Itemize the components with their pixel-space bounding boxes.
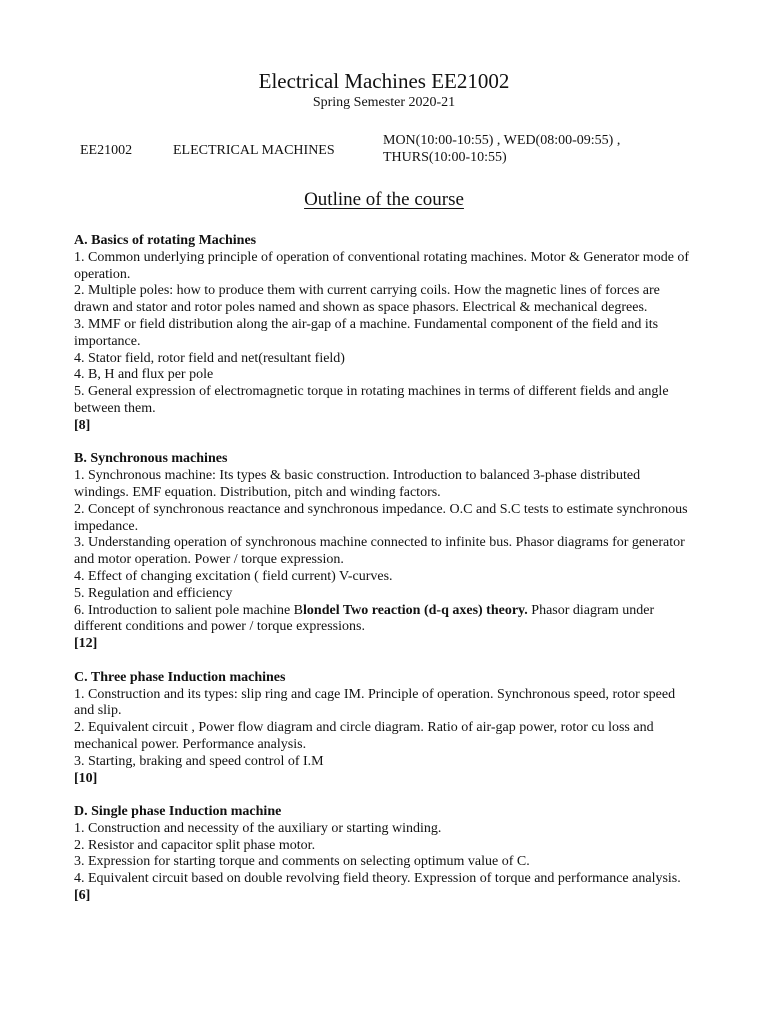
list-item: 3. Starting, braking and speed control of I.M	[74, 753, 324, 769]
schedule-line-2: THURS(10:00-10:55)	[383, 149, 507, 165]
course-info-row	[0, 132, 768, 168]
course-outline	[74, 233, 694, 922]
list-item: 1. Synchronous machine: Its types & basic construction. Introduction to balanced 3-phase distributed windings. EMF equation. Distribution, pitch and winding factors.	[74, 468, 641, 500]
list-item: 5. Regulation and efficiency	[74, 585, 233, 601]
section-three-phase-induction	[74, 670, 694, 788]
list-item	[74, 603, 694, 637]
section-title: C. Three phase Induction machines	[74, 669, 286, 685]
section-hours: [10]	[74, 770, 98, 786]
list-item: 4. B, H and flux per pole	[74, 367, 214, 383]
list-item: 3. Expression for starting torque and comments on selecting optimum value of C.	[74, 854, 530, 870]
section-hours: [6]	[74, 888, 91, 904]
item-bold-text: londel Two reaction (d-q axes) theory.	[303, 602, 528, 618]
item-text: 6. Introduction to salient pole machine B	[74, 602, 304, 618]
list-item: 2. Equivalent circuit , Power flow diagram and circle diagram. Ratio of air-gap power, rotor cu loss and mechanical power. Performance analysis.	[74, 720, 654, 752]
section-hours: [8]	[74, 417, 91, 433]
item-text: Phasor diagram under different conditions and power / torque expressions.	[74, 602, 655, 635]
list-item: 2. Multiple poles: how to produce them with current carrying coils. How the magnetic lines of forces are drawn and stator and rotor poles named and shown as space phasors. Electrical & mechanical degrees.	[74, 283, 660, 316]
course-schedule	[383, 133, 683, 166]
section-basics-rotating-machines	[74, 233, 694, 435]
course-code: EE21002	[80, 143, 133, 158]
list-item: 2. Concept of synchronous reactance and synchronous impedance. O.C and S.C tests to estimate synchronous impedance.	[74, 501, 688, 534]
list-item: 3. MMF or field distribution along the air-gap of a machine. Fundamental component of the field and its importance.	[74, 316, 659, 349]
section-title: D. Single phase Induction machine	[74, 804, 282, 820]
list-item: 2. Resistor and capacitor split phase motor.	[74, 837, 316, 853]
section-hours: [12]	[74, 636, 98, 652]
list-item: 4. Equivalent circuit based on double revolving field theory. Expression of torque and performance analysis.	[74, 871, 681, 887]
list-item: 1. Construction and necessity of the auxiliary or starting winding.	[74, 820, 442, 836]
outline-heading-text: Outline of the course	[304, 189, 464, 210]
outline-heading	[0, 188, 768, 212]
schedule-line-1: MON(10:00-10:55) , WED(08:00-09:55) ,	[383, 133, 621, 148]
section-title: A. Basics of rotating Machines	[74, 233, 257, 248]
section-title: B. Synchronous machines	[74, 451, 228, 467]
list-item: 3. Understanding operation of synchronous machine connected to infinite bus. Phasor diagrams for generator and motor operation. Power / torque expression.	[74, 535, 685, 568]
list-item: 4. Effect of changing excitation ( field current) V-curves.	[74, 568, 393, 584]
list-item: 5. General expression of electromagnetic torque in rotating machines in terms of different fields and angle between them.	[74, 384, 669, 416]
section-synchronous-machines	[74, 451, 694, 653]
list-item: 1. Construction and its types: slip ring and cage IM. Principle of operation. Synchronous speed, rotor speed and slip.	[74, 686, 676, 719]
document-title: Electrical Machines EE21002	[258, 69, 510, 93]
document-subtitle: Spring Semester 2020-21	[312, 95, 456, 110]
section-single-phase-induction	[74, 804, 694, 905]
course-name: ELECTRICAL MACHINES	[173, 143, 335, 158]
list-item: 1. Common underlying principle of operation of conventional rotating machines. Motor & Generator mode of operation.	[74, 249, 690, 282]
list-item: 4. Stator field, rotor field and net(resultant field)	[74, 350, 345, 366]
